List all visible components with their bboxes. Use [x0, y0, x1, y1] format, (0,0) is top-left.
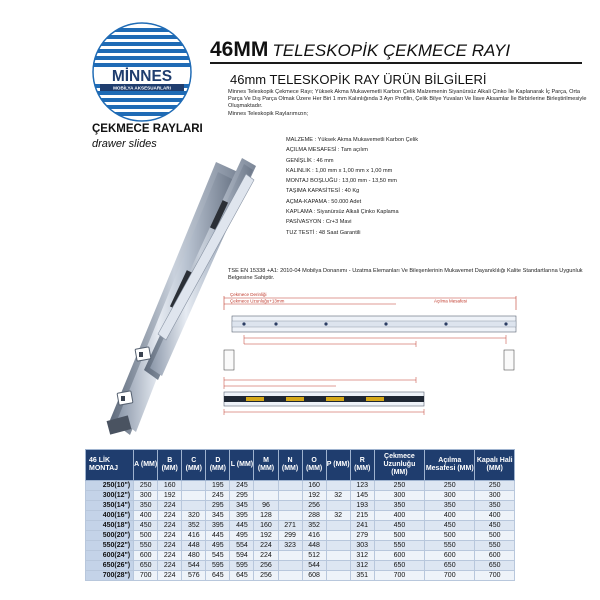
table-header-cell: N (MM)	[278, 450, 302, 481]
table-cell: 700	[425, 571, 475, 581]
table-row	[86, 511, 515, 521]
drawing-depth-label: Çekmece Derinliği	[230, 292, 267, 297]
table-cell: 192	[254, 531, 278, 541]
table-cell: 271	[278, 521, 302, 531]
table-cell: 96	[254, 501, 278, 511]
spec-label: KAPLAMA	[286, 209, 313, 216]
table-cell: 594	[230, 551, 254, 561]
spec-label: KALINLIK	[286, 167, 311, 174]
table-cell: 224	[254, 541, 278, 551]
spec-row	[286, 168, 566, 174]
spec-separator: :	[313, 137, 318, 143]
table-cell: 193	[350, 501, 374, 511]
table-cell: 32	[326, 511, 350, 521]
table-cell: 256	[302, 501, 326, 511]
spec-value: Tam açılım	[340, 147, 368, 154]
table-cell: 192	[158, 491, 182, 501]
table-cell: 550	[425, 541, 475, 551]
table-cell: 550	[374, 541, 424, 551]
table-row-label: 250(10")	[86, 481, 134, 491]
spec-label: GENİŞLİK	[286, 157, 312, 164]
table-cell	[326, 501, 350, 511]
title-size: 46MM	[210, 38, 269, 61]
table-cell: 224	[158, 561, 182, 571]
table-cell: 544	[182, 561, 206, 571]
table-cell	[182, 481, 206, 491]
table-cell: 250	[475, 481, 515, 491]
table-cell: 224	[158, 571, 182, 581]
table-cell: 295	[206, 501, 230, 511]
table-cell: 650	[475, 561, 515, 571]
table-cell: 352	[182, 521, 206, 531]
table-cell: 350	[425, 501, 475, 511]
table-cell: 650	[134, 561, 158, 571]
spec-label: AÇILMA MESAFESİ	[286, 147, 337, 154]
drawing-opening-label: Açılma Mesafesi	[434, 298, 468, 304]
spec-value: 40 Kg	[344, 188, 360, 195]
table-cell: 288	[302, 511, 326, 521]
table-cell: 351	[350, 571, 374, 581]
table-cell	[182, 491, 206, 501]
spec-row	[286, 199, 566, 205]
table-cell	[278, 571, 302, 581]
table-cell	[254, 481, 278, 491]
table-cell: 250	[374, 481, 424, 491]
table-cell	[278, 491, 302, 501]
spec-separator: :	[321, 219, 326, 226]
table-header-cell: R (MM)	[350, 450, 374, 481]
table-row-label: 450(18")	[86, 521, 134, 531]
table-cell: 450	[374, 521, 424, 531]
table-row	[86, 571, 515, 581]
brand-logo	[92, 22, 192, 122]
table-cell: 245	[206, 491, 230, 501]
spec-separator: :	[337, 178, 343, 185]
table-header-cell: C (MM)	[182, 450, 206, 481]
table-cell: 303	[350, 541, 374, 551]
spec-row	[286, 158, 566, 164]
table-cell: 224	[254, 551, 278, 561]
spec-value: 50.000 Adet	[331, 198, 362, 205]
table-cell	[326, 541, 350, 551]
table-cell: 445	[206, 531, 230, 541]
intro-lead: Minnes Teleskopik Raylarımızın;	[228, 110, 309, 117]
table-cell: 416	[302, 531, 326, 541]
table-cell	[326, 521, 350, 531]
table-cell: 450	[475, 521, 515, 531]
table-cell: 600	[134, 551, 158, 561]
table-cell: 300	[425, 491, 475, 501]
spec-row	[286, 137, 566, 143]
spec-row	[286, 219, 566, 225]
spec-separator: :	[339, 188, 345, 195]
table-cell: 480	[182, 551, 206, 561]
table-header-cell: Açılma Mesafesi (MM)	[425, 450, 475, 481]
table-row-label: 500(20")	[86, 531, 134, 541]
table-header-cell: L (MM)	[230, 450, 254, 481]
table-header-cell: P (MM)	[326, 450, 350, 481]
table-row	[86, 531, 515, 541]
table-header-cell: M (MM)	[254, 450, 278, 481]
table-cell: 554	[230, 541, 254, 551]
table-cell: 250	[134, 481, 158, 491]
table-cell: 224	[158, 511, 182, 521]
table-cell: 350	[475, 501, 515, 511]
spec-separator: :	[311, 157, 317, 164]
table-row	[86, 521, 515, 531]
table-cell: 650	[374, 561, 424, 571]
table-cell	[326, 551, 350, 561]
table-header-row	[86, 450, 515, 481]
table-cell	[326, 531, 350, 541]
table-cell: 600	[374, 551, 424, 561]
table-cell: 192	[302, 491, 326, 501]
table-cell	[278, 511, 302, 521]
table-cell	[254, 491, 278, 501]
table-cell	[182, 501, 206, 511]
spec-separator: :	[326, 198, 332, 205]
intro-paragraph	[228, 89, 588, 118]
table-cell: 256	[254, 561, 278, 571]
table-cell: 300	[134, 491, 158, 501]
table-cell: 495	[230, 531, 254, 541]
table-cell: 250	[425, 481, 475, 491]
page-subtitle: 46mm TELESKOPİK RAY ÜRÜN BİLGİLERİ	[230, 72, 487, 87]
dimension-table	[85, 449, 515, 581]
spec-value: 48 Saat Garantili	[318, 229, 361, 236]
table-cell: 500	[134, 531, 158, 541]
spec-separator: :	[312, 209, 317, 216]
table-row	[86, 561, 515, 571]
table-cell: 224	[158, 521, 182, 531]
table-row	[86, 501, 515, 511]
table-row	[86, 551, 515, 561]
table-header-cell: B (MM)	[158, 450, 182, 481]
table-row-label: 550(22")	[86, 541, 134, 551]
table-cell: 323	[278, 541, 302, 551]
table-cell	[326, 571, 350, 581]
table-cell: 600	[425, 551, 475, 561]
table-cell: 256	[254, 571, 278, 581]
table-cell: 299	[278, 531, 302, 541]
table-cell: 400	[475, 511, 515, 521]
table-cell: 500	[425, 531, 475, 541]
table-cell: 224	[158, 531, 182, 541]
spec-row	[286, 178, 566, 184]
spec-row	[286, 188, 566, 194]
spec-list	[286, 137, 566, 236]
table-cell	[326, 561, 350, 571]
table-cell: 700	[374, 571, 424, 581]
table-cell: 400	[374, 511, 424, 521]
technical-drawing	[216, 288, 526, 430]
table-row-label: 600(24")	[86, 551, 134, 561]
logo-graphic	[92, 22, 192, 122]
spec-row	[286, 147, 566, 153]
table-cell: 645	[230, 571, 254, 581]
spec-value: 46 mm	[316, 157, 334, 164]
table-cell: 215	[350, 511, 374, 521]
table-cell: 595	[230, 561, 254, 571]
table-cell: 450	[134, 521, 158, 531]
table-header-cell: O (MM)	[302, 450, 326, 481]
table-cell	[278, 481, 302, 491]
table-cell: 544	[302, 561, 326, 571]
table-cell: 448	[182, 541, 206, 551]
table-cell: 295	[230, 491, 254, 501]
table-cell: 224	[158, 551, 182, 561]
table-cell: 608	[302, 571, 326, 581]
table-row-label: 700(28")	[86, 571, 134, 581]
table-cell: 450	[425, 521, 475, 531]
spec-row	[286, 230, 566, 236]
spec-label: AÇMA-KAPAMA	[286, 198, 327, 205]
table-cell: 512	[302, 551, 326, 561]
spec-label: TAŞIMA KAPASİTESİ	[286, 188, 340, 195]
spec-value: Cr+3 Mavi	[325, 219, 352, 226]
spec-label: TUZ TESTİ	[286, 229, 315, 236]
table-cell: 395	[230, 511, 254, 521]
table-cell: 312	[350, 561, 374, 571]
table-cell: 400	[134, 511, 158, 521]
table-cell: 345	[206, 511, 230, 521]
section-subheading: drawer slides	[92, 138, 157, 150]
table-cell	[278, 501, 302, 511]
spec-label: PASİVASYON	[286, 219, 322, 226]
page-title	[210, 38, 590, 60]
table-row-label: 350(14")	[86, 501, 134, 511]
intro-text: Minnes Teleskopik Çekmece Rayı; Yüksek Akma Mukavemetli Karbon Çelik Malzemenin Siyanürsüz Alkali Çinko İle Kaplanarak İç Parça, Orta Parça Ve Dış Parça Olmak Üzere Her Biri 1 mm Kalınlığında 3 Ayrı Profilin, Çelik Bilye Yuvaları Ve İlave Aksamlar İle Birbirlerine Birleştirilmesiyle Oluşmaktadır.	[228, 89, 587, 110]
table-row-label: 300(12")	[86, 491, 134, 501]
table-row-label: 650(26")	[86, 561, 134, 571]
spec-row	[286, 209, 566, 215]
spec-value: Yüksek Akma Mukavemetli Karbon Çelik	[317, 137, 419, 143]
table-header-cell: Çekmece Uzunluğu (MM)	[374, 450, 424, 481]
table-cell: 500	[475, 531, 515, 541]
table-cell: 195	[206, 481, 230, 491]
spec-label: MONTAJ BOŞLUĞU	[286, 178, 338, 185]
table-row-label: 400(16")	[86, 511, 134, 521]
table-cell: 545	[206, 551, 230, 561]
spec-value: 13,00 mm - 13,50 mm	[342, 178, 397, 185]
certification-note: TSE EN 15338 +A1: 2010-04 Mobilya Donanımı - Uzatma Elemanları Ve Bileşenlerinin Mukavemet Dayanıklılığı Kalite Standartlarına Uygunluk Belgesine Sahiptir.	[228, 268, 583, 282]
drawing-length-label: Çekmece Uzunluğu+13mm	[230, 298, 285, 304]
table-cell: 350	[134, 501, 158, 511]
logo-wordmark: MİNNES	[111, 68, 173, 85]
table-cell: 448	[302, 541, 326, 551]
table-cell: 495	[206, 541, 230, 551]
table-cell: 350	[374, 501, 424, 511]
table-cell: 700	[134, 571, 158, 581]
table-cell: 128	[254, 511, 278, 521]
table-cell: 352	[302, 521, 326, 531]
table-cell: 395	[206, 521, 230, 531]
table-cell: 445	[230, 521, 254, 531]
spec-separator: :	[314, 229, 319, 236]
table-cell: 345	[230, 501, 254, 511]
spec-separator: :	[336, 147, 341, 154]
table-cell: 300	[374, 491, 424, 501]
table-body	[86, 481, 515, 581]
table-cell: 279	[350, 531, 374, 541]
section-heading: ÇEKMECE RAYLARI	[92, 123, 203, 135]
table-cell: 300	[475, 491, 515, 501]
table-cell: 550	[475, 541, 515, 551]
table-cell: 160	[254, 521, 278, 531]
table-cell	[278, 561, 302, 571]
spec-label: MALZEME	[286, 137, 314, 143]
logo-tagline: MOBİLYA AKSESUARLARI	[113, 85, 171, 91]
table-cell: 241	[350, 521, 374, 531]
table-cell: 123	[350, 481, 374, 491]
title-divider	[210, 62, 582, 64]
spec-value: 1,00 mm x 1,00 mm x 1,00 mm	[315, 167, 393, 174]
table-cell: 700	[475, 571, 515, 581]
spec-value: Siyanürsüz Alkali Çinko Kaplama	[316, 209, 399, 216]
table-cell: 160	[158, 481, 182, 491]
table-cell: 400	[425, 511, 475, 521]
table-cell: 245	[230, 481, 254, 491]
table-cell: 312	[350, 551, 374, 561]
table-cell: 550	[134, 541, 158, 551]
table-cell: 595	[206, 561, 230, 571]
table-row	[86, 541, 515, 551]
spec-separator: :	[310, 167, 316, 174]
table-cell: 650	[425, 561, 475, 571]
table-cell: 224	[158, 501, 182, 511]
table-header-cell: 46 LİK MONTAJ	[86, 450, 134, 481]
table-cell	[278, 551, 302, 561]
table-cell: 160	[302, 481, 326, 491]
table-cell: 145	[350, 491, 374, 501]
table-header-cell: Kapalı Hali (MM)	[475, 450, 515, 481]
table-row	[86, 481, 515, 491]
table-cell: 320	[182, 511, 206, 521]
table-cell	[326, 481, 350, 491]
table-cell: 500	[374, 531, 424, 541]
title-product: TELESKOPİK ÇEKMECE RAYI	[272, 41, 511, 60]
table-cell: 576	[182, 571, 206, 581]
table-header-cell: D (MM)	[206, 450, 230, 481]
table-cell: 600	[475, 551, 515, 561]
table-cell: 224	[158, 541, 182, 551]
table-cell: 32	[326, 491, 350, 501]
table-cell: 645	[206, 571, 230, 581]
table-header-cell: A (MM)	[134, 450, 158, 481]
table-row	[86, 491, 515, 501]
table-cell: 416	[182, 531, 206, 541]
